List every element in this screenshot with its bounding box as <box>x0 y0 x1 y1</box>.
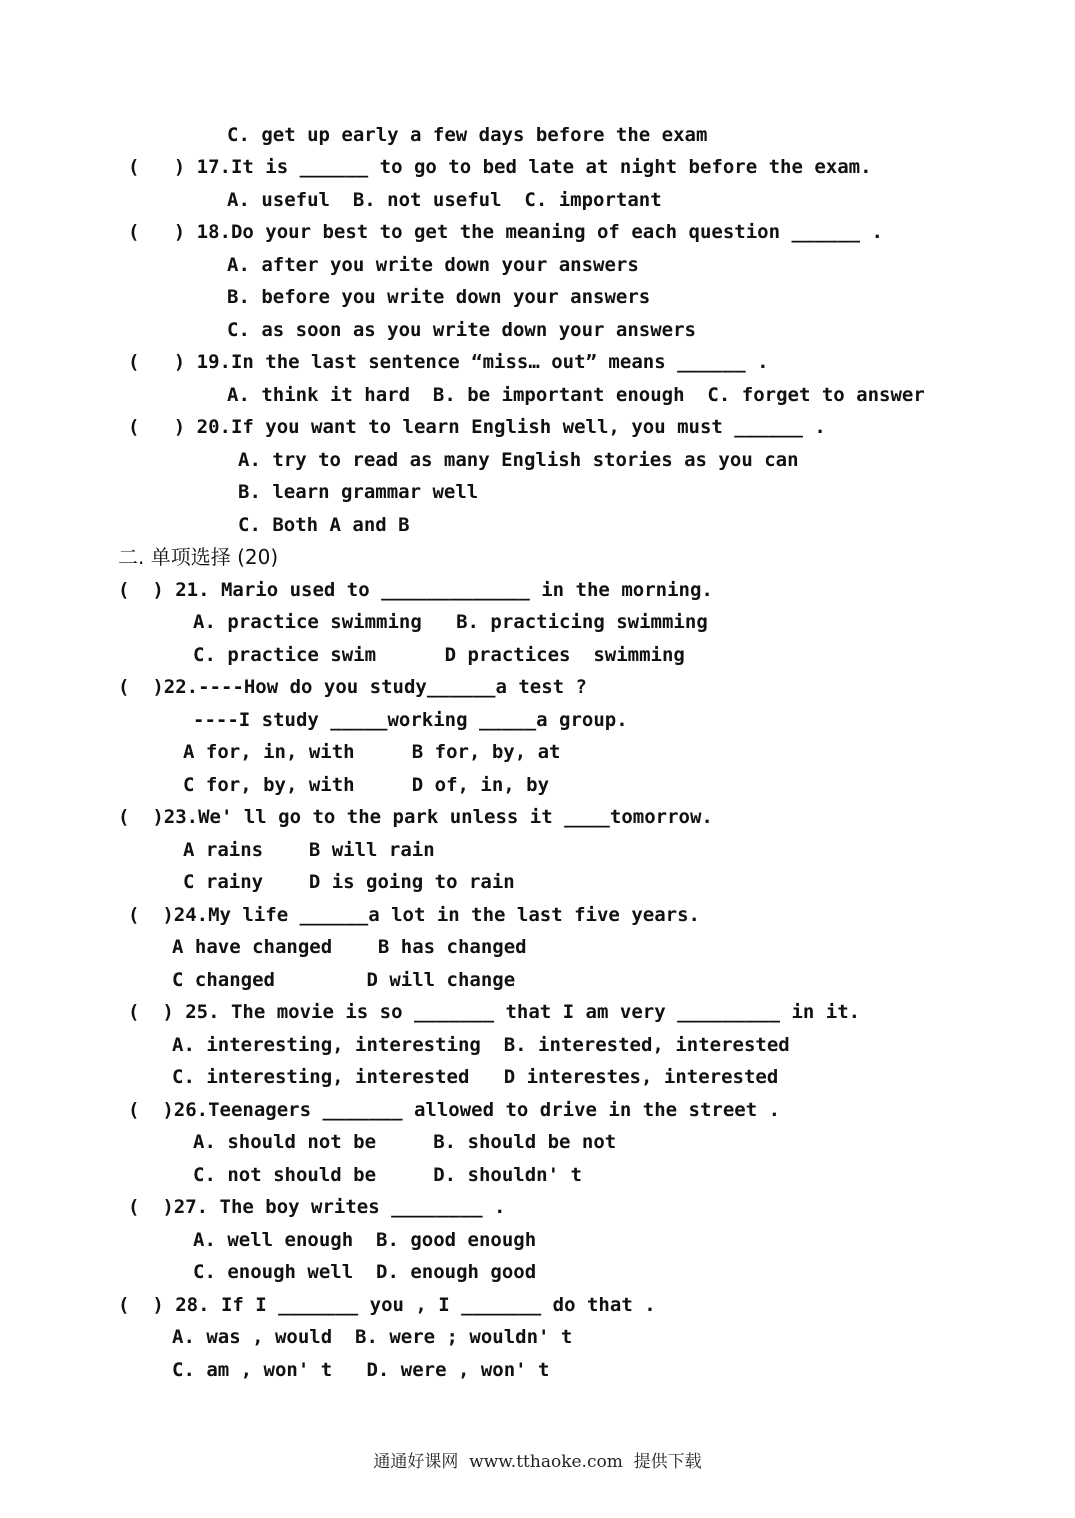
q28-stem: ( ) 28. If I _______ you , I _______ do that . <box>118 1294 656 1316</box>
q27-options-ab: A. well enough B. good enough <box>193 1229 537 1251</box>
q18-option-b: B. before you write down your answers <box>227 286 651 308</box>
q25-options-cd: C. interesting, interested D interestes, interested <box>172 1066 779 1088</box>
q24-options-cd: C changed D will change <box>172 969 516 991</box>
q20-stem: ( ) 20.If you want to learn English well, you must ______ . <box>128 416 826 438</box>
q21-options-ab: A. practice swimming B. practicing swimming <box>193 611 708 633</box>
q22-options-cd: C for, by, with D of, in, by <box>183 774 550 796</box>
q18-option-c: C. as soon as you write down your answers <box>227 319 696 341</box>
q18-option-a: A. after you write down your answers <box>227 254 639 276</box>
q23-stem: ( )23.We' ll go to the park unless it ____tomorrow. <box>118 806 713 828</box>
q19-stem: ( ) 19.In the last sentence “miss… out” means ______ . <box>128 351 769 373</box>
q25-stem: ( ) 25. The movie is so _______ that I am very _________ in it. <box>128 1001 861 1023</box>
q21-options-cd: C. practice swim D practices swimming <box>193 644 685 666</box>
q22-options-ab: A for, in, with B for, by, at <box>183 741 561 763</box>
q21-stem: ( ) 21. Mario used to _____________ in the morning. <box>118 579 713 601</box>
q20-option-b: B. learn grammar well <box>238 481 479 503</box>
q22-stem: ( )22.----How do you study______a test ? <box>118 676 587 698</box>
q24-stem: ( )24.My life ______a lot in the last five years. <box>128 904 700 926</box>
q26-stem: ( )26.Teenagers _______ allowed to drive in the street . <box>128 1099 781 1121</box>
q23-options-cd: C rainy D is going to rain <box>183 871 515 893</box>
q22-stem-2: ----I study _____working _____a group. <box>193 709 628 731</box>
q23-options-ab: A rains B will rain <box>183 839 435 861</box>
q24-options-ab: A have changed B has changed <box>172 936 527 958</box>
section-heading: 二. 单项选择 (20) <box>118 545 279 569</box>
footer-credit: 通通好课网 www.tthaoke.com 提供下载 <box>373 1452 702 1472</box>
q26-options-ab: A. should not be B. should be not <box>193 1131 617 1153</box>
q28-options-ab: A. was , would B. were ; wouldn' t <box>172 1326 573 1348</box>
q17-options: A. useful B. not useful C. important <box>227 189 662 211</box>
q28-options-cd: C. am , won' t D. were , won' t <box>172 1359 550 1381</box>
q16-option-c: C. get up early a few days before the exam <box>227 124 708 146</box>
q26-options-cd: C. not should be D. shouldn' t <box>193 1164 582 1186</box>
q18-stem: ( ) 18.Do your best to get the meaning of each question ______ . <box>128 221 883 243</box>
q25-options-ab: A. interesting, interesting B. interested, interested <box>172 1034 790 1056</box>
q20-option-a: A. try to read as many English stories as you can <box>238 449 799 471</box>
q17-stem: ( ) 17.It is ______ to go to bed late at night before the exam. <box>128 156 872 178</box>
q27-options-cd: C. enough well D. enough good <box>193 1261 537 1283</box>
q27-stem: ( )27. The boy writes ________ . <box>128 1196 506 1218</box>
q19-options: A. think it hard B. be important enough C. forget to answer <box>227 384 925 406</box>
q20-option-c: C. Both A and B <box>238 514 410 536</box>
